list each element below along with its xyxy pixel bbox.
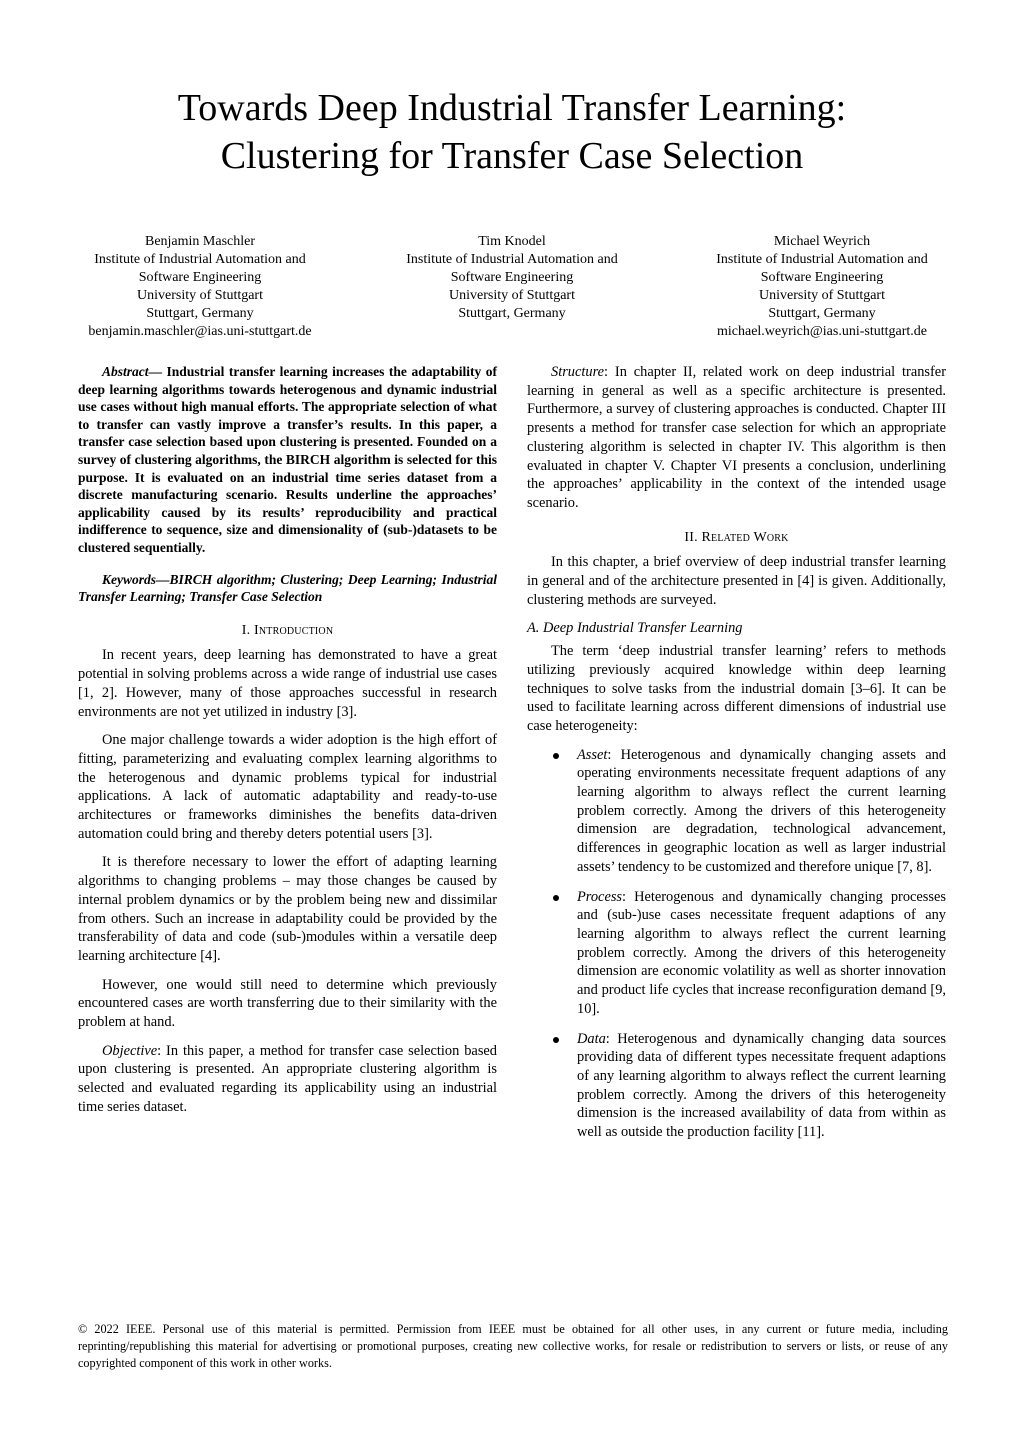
author-block-3 — [672, 233, 972, 341]
intro-paragraph-1: In recent years, deep learning has demonstrated to have a great potential in solving problems across a wide range of industrial use cases [1, 2]. However, many of those approaches successful in research environments are not yet utilized in industry [3]. — [78, 647, 497, 720]
abstract — [78, 363, 497, 557]
intro-paragraph-2: One major challenge towards a wider adoption is the high effort of fitting, parameterizing and evaluating complex learning algorithms to the heterogenous and dynamic problems typical for industrial applications. A lack of automatic adaptability and ready-to-use architectures or frameworks diminishes the benefits data-driven automation could bring and thereby deters potential users [3]. — [78, 732, 497, 842]
bullet-icon — [553, 895, 559, 901]
related-paragraph-2: The term ‘deep industrial transfer learning’ refers to methods utilizing previously acquired knowledge within deep learning techniques to solve tasks from the industrial domain [3–6]. It can be used to facilitate learning across different dimensions of industrial use case heterogeneity: — [527, 643, 946, 734]
list-item-label: Asset — [577, 746, 608, 763]
objective-paragraph — [78, 1042, 497, 1117]
author-university: University of Stuttgart — [137, 288, 263, 303]
heterogeneity-list — [527, 746, 946, 1142]
list-item-process — [527, 888, 946, 1019]
bullet-icon — [553, 1037, 559, 1043]
list-item-text: : Heterogenous and dynamically changing data sources providing data of different types necessitate frequent adaptions of any learning algorithm to always reflect the current learning problem correctly. Among the drivers of this heterogeneity dimension is the increased availability of data from within as well as outside the production facility [11]. — [577, 1030, 946, 1141]
paper-title — [60, 84, 964, 180]
author-city: Stuttgart, Germany — [458, 306, 566, 321]
section-heading-introduction: I. Introduction — [241, 622, 334, 638]
author-university: University of Stuttgart — [449, 288, 575, 303]
author-block-1 — [50, 233, 350, 341]
author-institute-2: Software Engineering — [760, 270, 884, 285]
author-institute: Institute of Industrial Automation and — [406, 252, 618, 267]
author-block-2 — [362, 233, 662, 323]
title-line-2: Clustering for Transfer Case Selection — [220, 135, 804, 177]
author-city: Stuttgart, Germany — [768, 306, 876, 321]
author-university: University of Stuttgart — [759, 288, 885, 303]
author-name: Tim Knodel — [478, 234, 546, 249]
author-institute-2: Software Engineering — [450, 270, 574, 285]
author-email[interactable]: michael.weyrich@ias.uni-stuttgart.de — [717, 324, 927, 339]
abstract-text: — Industrial transfer learning increases the adaptability of deep learning algorithms towards heterogenous and dynamic industrial use cases without high manual efforts. The appropriate selection of what to transfer can vastly improve a transfer’s results. In this paper, a transfer case selection based upon clustering is presented. Founded on a survey of clustering algorithms, the BIRCH algorithm is selected for this purpose. It is evaluated on an industrial time series dataset from a discrete manufacturing scenario. Results underline the approaches’ applicability caused by its results’ reproducibility and practical indifference to sequence, size and dimensionality of (sub-)datasets to be clustered sequentially. — [78, 364, 497, 555]
section-heading-related-work: II. Related Work — [684, 529, 789, 545]
list-item-label: Process — [577, 888, 623, 905]
list-item-asset — [527, 746, 946, 877]
keywords — [78, 571, 497, 606]
intro-paragraph-4: However, one would still need to determine which previously encountered cases are worth transferring due to their similarity with the problem at hand. — [78, 976, 497, 1031]
right-column — [527, 363, 946, 1153]
copyright-notice: © 2022 IEEE. Personal use of this material is permitted. Permission from IEEE must be obtained for all other uses, in any current or future media, including reprinting/republishing this material for advertising or promotional purposes, creating new collective works, for resale or redistribution to servers or lists, or reuse of any copyrighted component of this work in other works. — [78, 1322, 948, 1370]
list-item-text: : Heterogenous and dynamically changing processes and (sub-)use cases necessitate frequent adaptions of any learning algorithm to always reflect the current learning problem correctly. Among the drivers of this heterogeneity dimension are economic volatility as well as shorter innovation and product life cycles that increase reconfiguration demand [9, 10]. — [577, 888, 946, 1017]
author-email[interactable]: benjamin.maschler@ias.uni-stuttgart.de — [88, 324, 312, 339]
author-city: Stuttgart, Germany — [146, 306, 254, 321]
objective-text: : In this paper, a method for transfer case selection based upon clustering is presented. An appropriate clustering algorithm is selected and evaluated regarding its applicability using an industrial time series dataset. — [78, 1042, 497, 1115]
author-institute: Institute of Industrial Automation and — [94, 252, 306, 267]
bullet-icon — [553, 753, 559, 759]
keywords-text: —BIRCH algorithm; Clustering; Deep Learning; Industrial Transfer Learning; Transfer Case Selection — [78, 571, 497, 605]
keywords-label: Keywords — [102, 571, 156, 587]
structure-paragraph — [527, 363, 946, 513]
list-item-label: Data — [577, 1030, 606, 1047]
list-item-text: : Heterogenous and dynamically changing assets and operating environments necessitate frequent adaptions of any learning algorithm to always reflect the current learning problem correctly. Among the drivers of this heterogeneity dimension are degradation, technological advancement, differences in geographic location as well as larger industrial assets’ tendency to be customized and therefore unique [7, 8]. — [577, 746, 946, 875]
list-item-data — [527, 1030, 946, 1142]
author-name: Benjamin Maschler — [144, 234, 256, 249]
title-line-1: Towards Deep Industrial Transfer Learning: — [177, 87, 847, 129]
subsection-heading: A. Deep Industrial Transfer Learning — [527, 620, 743, 637]
abstract-label: Abstract — [102, 364, 149, 379]
intro-paragraph-3: It is therefore necessary to lower the effort of adapting learning algorithms to changing problems – may those changes be caused by internal problem dynamics or by the problem being new and dissimilar from others. Such an increase in adaptability could be provided by the transferability of data and code (sub-)modules within a versatile deep learning architecture [4]. — [78, 854, 497, 964]
left-column — [78, 363, 497, 1127]
author-institute: Institute of Industrial Automation and — [716, 252, 928, 267]
related-paragraph-1: In this chapter, a brief overview of deep industrial transfer learning in general and of the architecture presented in [4] is given. Additionally, clustering methods are surveyed. — [527, 554, 946, 608]
author-institute-2: Software Engineering — [138, 270, 262, 285]
author-name: Michael Weyrich — [773, 234, 871, 249]
structure-label: Structure — [551, 364, 605, 380]
objective-label: Objective — [102, 1042, 158, 1059]
structure-text: : In chapter II, related work on deep industrial transfer learning in general as well as a specific architecture is presented. Furthermore, a survey of clustering approaches is conducted. Chapter III presents a method for transfer case selection for which an appropriate clustering algorithm is selected in chapter IV. This algorithm is then evaluated in chapter V. Chapter VI presents a conclusion, underlining the approaches’ applicability in the context of the intended usage scenario. — [527, 364, 946, 511]
